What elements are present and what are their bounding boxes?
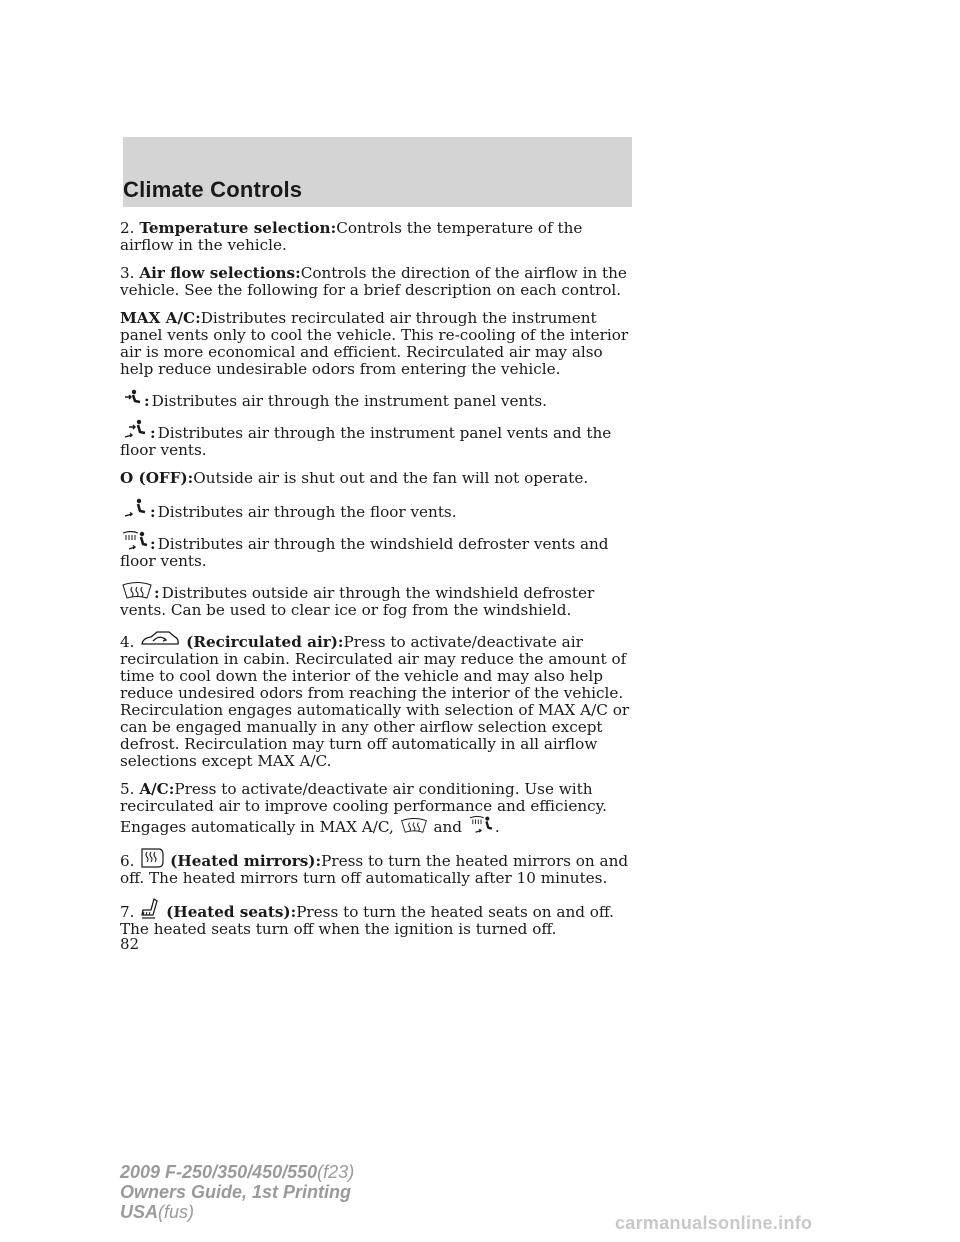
item-text: Controls the temperature of the airflow in the vehicle. [120, 219, 583, 254]
item-number: 7. [120, 903, 135, 921]
item-text: Distributes outside air through the windshield defroster vents. Can be used to clear ice or fog from the windshield. [120, 584, 595, 619]
recirculation-icon [139, 630, 181, 650]
item-seats [120, 898, 636, 938]
site-watermark: carmanualsonline.info [615, 1213, 813, 1233]
icon-colon: : [150, 535, 156, 553]
defrost-icon [399, 817, 429, 835]
item-defrost-floor [120, 530, 636, 570]
item-label: Temperature selection: [139, 219, 337, 237]
item-text: Distributes air through the floor vents. [157, 503, 457, 521]
item-number: 5. [120, 780, 135, 798]
item-defrost [120, 581, 636, 619]
item-label: O (OFF): [120, 469, 194, 487]
floor-vent-icon [120, 498, 150, 520]
icon-colon: : [154, 584, 160, 602]
item-recirc [120, 630, 636, 770]
item-temperature [120, 220, 636, 254]
panel-vent-icon [120, 389, 144, 409]
item-text: Distributes air through the instrument panel vents and the floor vents. [120, 424, 612, 459]
footer-print-info [120, 1162, 354, 1222]
defrost-floor-icon [120, 530, 150, 552]
section-title: Climate Controls [123, 177, 303, 202]
item-max-ac [120, 310, 636, 378]
item-text: Distributes air through the instrument panel vents. [151, 392, 547, 410]
item-off [120, 470, 636, 487]
item-label: (Heated mirrors): [170, 852, 322, 870]
item-label: MAX A/C: [120, 309, 201, 327]
item-label: (Heated seats): [166, 903, 297, 921]
footer-market-code: (fus) [158, 1202, 195, 1222]
footer-edition: Owners Guide, 1st Printing [120, 1182, 352, 1202]
item-airflow [120, 265, 636, 299]
item-mirrors [120, 847, 636, 887]
manual-content [120, 220, 636, 949]
defrost-floor-icon [467, 815, 495, 835]
item-ac [120, 781, 636, 836]
heated-seat-icon [139, 898, 161, 920]
defrost-icon [120, 581, 154, 601]
footer-model: 2009 F-250/350/450/550 [120, 1162, 318, 1182]
item-number: 6. [120, 852, 135, 870]
item-number: 4. [120, 633, 135, 651]
heated-mirror-icon [139, 847, 165, 869]
item-text: Distributes recirculated air through the instrument panel vents only to cool the vehicle. This re-cooling of the interior air is more economical and efficient. Recirculated air may also help reduce undesirable odors from entering the vehicle. [120, 309, 629, 378]
item-text: Controls the direction of the airflow in the vehicle. See the following for a brief description on each control. [120, 264, 627, 299]
item-text: Press to turn the heated mirrors on and off. The heated mirrors turn off automatically after 10 minutes. [120, 852, 629, 887]
item-text: Press to activate/deactivate air conditioning. Use with recirculated air to improve cooling performance and efficiency. Engages automatically in MAX A/C, [120, 780, 608, 836]
icon-colon: : [144, 392, 150, 410]
item-number: 2. [120, 219, 135, 237]
page-number: 82 [120, 935, 140, 953]
item-label: (Recirculated air): [186, 633, 344, 651]
item-floor [120, 498, 636, 521]
item-number: 3. [120, 264, 135, 282]
icon-colon: : [150, 503, 156, 521]
item-panel [120, 389, 636, 410]
item-label: Air flow selections: [139, 264, 301, 282]
footer-model-code: (f23) [317, 1162, 355, 1182]
item-text: Outside air is shut out and the fan will not operate. [193, 469, 589, 487]
item-panel-floor [120, 419, 636, 459]
footer-market: USA [120, 1202, 159, 1222]
item-text: Press to activate/deactivate air recirculation in cabin. Recirculated air may reduce the amount of time to cool down the interior of the vehicle and may also help reduce undesired odors from reaching the interior of the vehicle. Recirculation engages automatically with selection of MAX A/C or can be engaged manually in any other airflow selection except defrost. Recirculation may turn off automatically in all airflow selections except MAX A/C. [120, 633, 630, 770]
item-text: Press to turn the heated seats on and off. The heated seats turn off when the ignition is turned off. [120, 903, 614, 938]
end-period: . [494, 818, 500, 836]
item-text: Distributes air through the windshield defroster vents and floor vents. [120, 535, 609, 570]
item-label: A/C: [139, 780, 175, 798]
panel-floor-vent-icon [120, 419, 150, 441]
icon-colon: : [150, 424, 156, 442]
and-text: and [433, 818, 462, 836]
